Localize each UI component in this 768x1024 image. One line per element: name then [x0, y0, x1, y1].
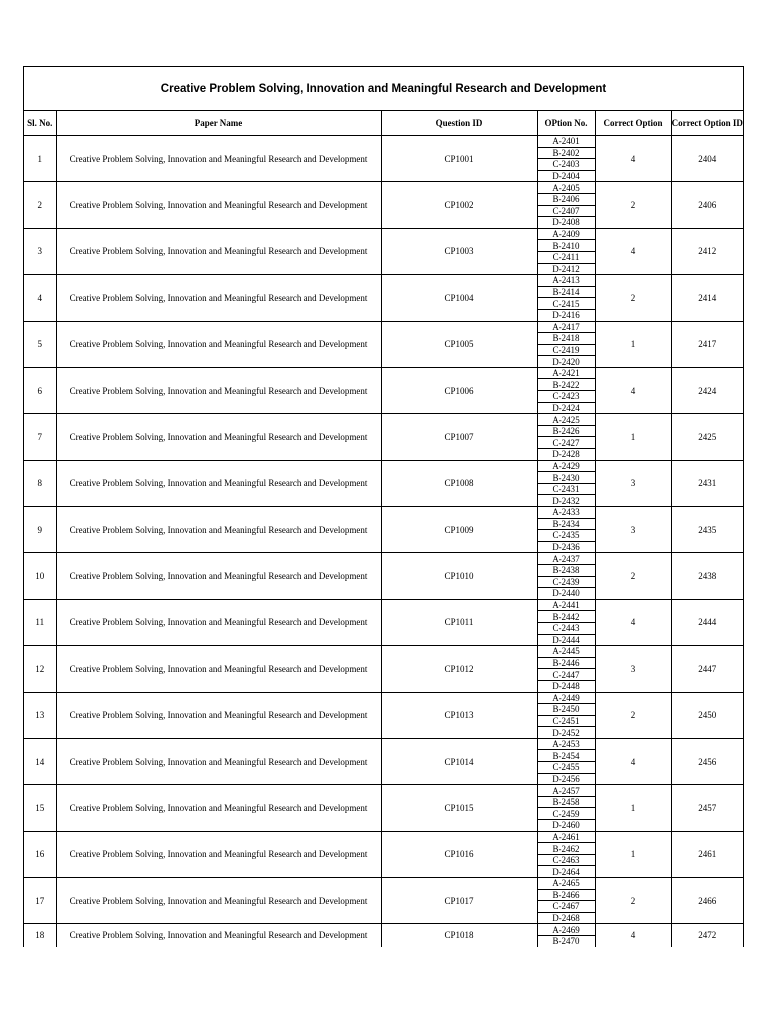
sl-no-cell: 11: [24, 599, 56, 645]
table-row: [24, 924, 743, 936]
question-id-cell: CP1004: [381, 275, 537, 321]
option-cell: D-2444: [537, 634, 595, 646]
option-cell: A-2469: [537, 924, 595, 936]
paper-name-cell: Creative Problem Solving, Innovation and Meaningful Research and Development: [56, 924, 381, 947]
question-id-cell: CP1009: [381, 507, 537, 553]
correct-option-id-cell: 2450: [671, 692, 743, 738]
table-row: [24, 414, 743, 426]
option-cell: C-2467: [537, 901, 595, 913]
option-cell: A-2437: [537, 553, 595, 565]
table-header-row: [24, 111, 743, 136]
table-row: [24, 738, 743, 750]
correct-option-id-cell: 2472: [671, 924, 743, 947]
paper-name-cell: Creative Problem Solving, Innovation and Meaningful Research and Development: [56, 553, 381, 599]
sl-no-cell: 16: [24, 831, 56, 877]
table-row: [24, 275, 743, 287]
option-cell: C-2447: [537, 669, 595, 681]
option-cell: A-2433: [537, 507, 595, 519]
option-cell: B-2454: [537, 750, 595, 762]
sl-no-cell: 8: [24, 460, 56, 506]
option-cell: B-2406: [537, 193, 595, 205]
sl-no-cell: 2: [24, 182, 56, 228]
correct-option-cell: 4: [595, 228, 671, 274]
question-id-cell: CP1012: [381, 646, 537, 692]
option-cell: C-2419: [537, 344, 595, 356]
sl-no-cell: 9: [24, 507, 56, 553]
option-cell: D-2436: [537, 541, 595, 553]
correct-option-cell: 2: [595, 553, 671, 599]
option-cell: B-2470: [537, 935, 595, 947]
option-cell: C-2427: [537, 437, 595, 449]
paper-name-cell: Creative Problem Solving, Innovation and Meaningful Research and Development: [56, 507, 381, 553]
option-cell: A-2445: [537, 646, 595, 658]
correct-option-id-cell: 2461: [671, 831, 743, 877]
sl-no-cell: 3: [24, 228, 56, 274]
sl-no-cell: 1: [24, 136, 56, 182]
option-cell: A-2457: [537, 785, 595, 797]
option-cell: A-2405: [537, 182, 595, 194]
option-cell: C-2455: [537, 762, 595, 774]
option-cell: D-2460: [537, 820, 595, 832]
option-cell: D-2448: [537, 680, 595, 692]
option-cell: B-2434: [537, 518, 595, 530]
table-body: [24, 136, 743, 948]
correct-option-id-cell: 2431: [671, 460, 743, 506]
option-cell: C-2463: [537, 854, 595, 866]
header-correct-option-id: Correct Option ID: [671, 111, 743, 136]
paper-name-cell: Creative Problem Solving, Innovation and Meaningful Research and Development: [56, 738, 381, 784]
option-cell: A-2441: [537, 599, 595, 611]
question-id-cell: CP1015: [381, 785, 537, 831]
sl-no-cell: 18: [24, 924, 56, 947]
option-cell: A-2421: [537, 367, 595, 379]
option-cell: D-2404: [537, 170, 595, 182]
sl-no-cell: 13: [24, 692, 56, 738]
correct-option-cell: 2: [595, 275, 671, 321]
correct-option-id-cell: 2406: [671, 182, 743, 228]
option-cell: A-2453: [537, 738, 595, 750]
correct-option-id-cell: 2466: [671, 878, 743, 924]
option-cell: A-2409: [537, 228, 595, 240]
option-cell: B-2450: [537, 704, 595, 716]
table-row: [24, 507, 743, 519]
option-cell: C-2423: [537, 391, 595, 403]
option-cell: A-2461: [537, 831, 595, 843]
table-row: [24, 228, 743, 240]
table-row: [24, 785, 743, 797]
paper-name-cell: Creative Problem Solving, Innovation and Meaningful Research and Development: [56, 136, 381, 182]
correct-option-id-cell: 2456: [671, 738, 743, 784]
option-cell: A-2425: [537, 414, 595, 426]
option-cell: D-2408: [537, 217, 595, 229]
sl-no-cell: 5: [24, 321, 56, 367]
option-cell: A-2401: [537, 136, 595, 148]
option-cell: C-2411: [537, 251, 595, 263]
option-cell: D-2424: [537, 402, 595, 414]
question-id-cell: CP1010: [381, 553, 537, 599]
option-cell: D-2432: [537, 495, 595, 507]
question-id-cell: CP1018: [381, 924, 537, 947]
correct-option-cell: 4: [595, 136, 671, 182]
option-cell: B-2402: [537, 147, 595, 159]
question-id-cell: CP1016: [381, 831, 537, 877]
sl-no-cell: 6: [24, 367, 56, 413]
question-id-cell: CP1001: [381, 136, 537, 182]
question-id-cell: CP1002: [381, 182, 537, 228]
table-row: [24, 321, 743, 333]
question-id-cell: CP1011: [381, 599, 537, 645]
table-row: [24, 182, 743, 194]
option-cell: D-2468: [537, 912, 595, 924]
question-id-cell: CP1008: [381, 460, 537, 506]
correct-option-cell: 4: [595, 924, 671, 947]
option-cell: A-2429: [537, 460, 595, 472]
correct-option-id-cell: 2438: [671, 553, 743, 599]
option-cell: D-2452: [537, 727, 595, 739]
correct-option-id-cell: 2444: [671, 599, 743, 645]
table-row: [24, 367, 743, 379]
paper-name-cell: Creative Problem Solving, Innovation and Meaningful Research and Development: [56, 460, 381, 506]
option-cell: D-2440: [537, 588, 595, 600]
correct-option-id-cell: 2447: [671, 646, 743, 692]
correct-option-id-cell: 2417: [671, 321, 743, 367]
option-cell: D-2428: [537, 449, 595, 461]
answer-key-table: [24, 111, 743, 947]
table-row: [24, 878, 743, 890]
table-row: [24, 460, 743, 472]
header-question-id: Question ID: [381, 111, 537, 136]
paper-name-cell: Creative Problem Solving, Innovation and Meaningful Research and Development: [56, 785, 381, 831]
option-cell: B-2466: [537, 889, 595, 901]
paper-name-cell: Creative Problem Solving, Innovation and Meaningful Research and Development: [56, 275, 381, 321]
option-cell: C-2439: [537, 576, 595, 588]
paper-name-cell: Creative Problem Solving, Innovation and Meaningful Research and Development: [56, 878, 381, 924]
sl-no-cell: 4: [24, 275, 56, 321]
correct-option-id-cell: 2457: [671, 785, 743, 831]
table-row: [24, 553, 743, 565]
table-row: [24, 646, 743, 658]
option-cell: B-2446: [537, 657, 595, 669]
question-id-cell: CP1005: [381, 321, 537, 367]
option-cell: C-2431: [537, 483, 595, 495]
sl-no-cell: 10: [24, 553, 56, 599]
correct-option-cell: 1: [595, 831, 671, 877]
question-id-cell: CP1003: [381, 228, 537, 274]
option-cell: B-2442: [537, 611, 595, 623]
table-row: [24, 599, 743, 611]
correct-option-cell: 1: [595, 785, 671, 831]
paper-name-cell: Creative Problem Solving, Innovation and Meaningful Research and Development: [56, 414, 381, 460]
option-cell: A-2417: [537, 321, 595, 333]
paper-name-cell: Creative Problem Solving, Innovation and Meaningful Research and Development: [56, 228, 381, 274]
option-cell: D-2412: [537, 263, 595, 275]
correct-option-id-cell: 2404: [671, 136, 743, 182]
question-id-cell: CP1013: [381, 692, 537, 738]
paper-name-cell: Creative Problem Solving, Innovation and Meaningful Research and Development: [56, 646, 381, 692]
paper-name-cell: Creative Problem Solving, Innovation and Meaningful Research and Development: [56, 599, 381, 645]
correct-option-cell: 1: [595, 321, 671, 367]
correct-option-cell: 2: [595, 182, 671, 228]
correct-option-cell: 4: [595, 367, 671, 413]
correct-option-cell: 3: [595, 646, 671, 692]
table-row: [24, 692, 743, 704]
option-cell: B-2462: [537, 843, 595, 855]
option-cell: B-2418: [537, 333, 595, 345]
table-row: [24, 136, 743, 148]
option-cell: C-2403: [537, 159, 595, 171]
correct-option-cell: 1: [595, 414, 671, 460]
document-title: Creative Problem Solving, Innovation and Meaningful Research and Development: [24, 67, 743, 111]
correct-option-id-cell: 2424: [671, 367, 743, 413]
header-option-no: OPtion No.: [537, 111, 595, 136]
paper-name-cell: Creative Problem Solving, Innovation and Meaningful Research and Development: [56, 182, 381, 228]
option-cell: C-2451: [537, 715, 595, 727]
option-cell: D-2420: [537, 356, 595, 368]
option-cell: C-2443: [537, 622, 595, 634]
correct-option-id-cell: 2425: [671, 414, 743, 460]
option-cell: C-2415: [537, 298, 595, 310]
answer-key-sheet: [23, 66, 744, 947]
correct-option-cell: 3: [595, 460, 671, 506]
option-cell: B-2458: [537, 796, 595, 808]
sl-no-cell: 17: [24, 878, 56, 924]
header-correct-option: Correct Option: [595, 111, 671, 136]
option-cell: C-2407: [537, 205, 595, 217]
correct-option-cell: 4: [595, 599, 671, 645]
option-cell: A-2449: [537, 692, 595, 704]
option-cell: D-2456: [537, 773, 595, 785]
option-cell: B-2422: [537, 379, 595, 391]
correct-option-cell: 3: [595, 507, 671, 553]
option-cell: B-2438: [537, 564, 595, 576]
correct-option-id-cell: 2412: [671, 228, 743, 274]
correct-option-cell: 2: [595, 878, 671, 924]
correct-option-id-cell: 2435: [671, 507, 743, 553]
option-cell: A-2465: [537, 878, 595, 890]
correct-option-id-cell: 2414: [671, 275, 743, 321]
option-cell: B-2414: [537, 286, 595, 298]
header-sl-no: Sl. No.: [24, 111, 56, 136]
paper-name-cell: Creative Problem Solving, Innovation and Meaningful Research and Development: [56, 367, 381, 413]
option-cell: C-2459: [537, 808, 595, 820]
header-paper-name: Paper Name: [56, 111, 381, 136]
option-cell: B-2426: [537, 425, 595, 437]
option-cell: A-2413: [537, 275, 595, 287]
correct-option-cell: 2: [595, 692, 671, 738]
option-cell: D-2464: [537, 866, 595, 878]
option-cell: B-2430: [537, 472, 595, 484]
question-id-cell: CP1014: [381, 738, 537, 784]
sl-no-cell: 15: [24, 785, 56, 831]
paper-name-cell: Creative Problem Solving, Innovation and Meaningful Research and Development: [56, 692, 381, 738]
option-cell: D-2416: [537, 309, 595, 321]
sl-no-cell: 14: [24, 738, 56, 784]
paper-name-cell: Creative Problem Solving, Innovation and Meaningful Research and Development: [56, 321, 381, 367]
sl-no-cell: 12: [24, 646, 56, 692]
option-cell: B-2410: [537, 240, 595, 252]
question-id-cell: CP1006: [381, 367, 537, 413]
question-id-cell: CP1007: [381, 414, 537, 460]
correct-option-cell: 4: [595, 738, 671, 784]
paper-name-cell: Creative Problem Solving, Innovation and Meaningful Research and Development: [56, 831, 381, 877]
question-id-cell: CP1017: [381, 878, 537, 924]
option-cell: C-2435: [537, 530, 595, 542]
table-row: [24, 831, 743, 843]
sl-no-cell: 7: [24, 414, 56, 460]
